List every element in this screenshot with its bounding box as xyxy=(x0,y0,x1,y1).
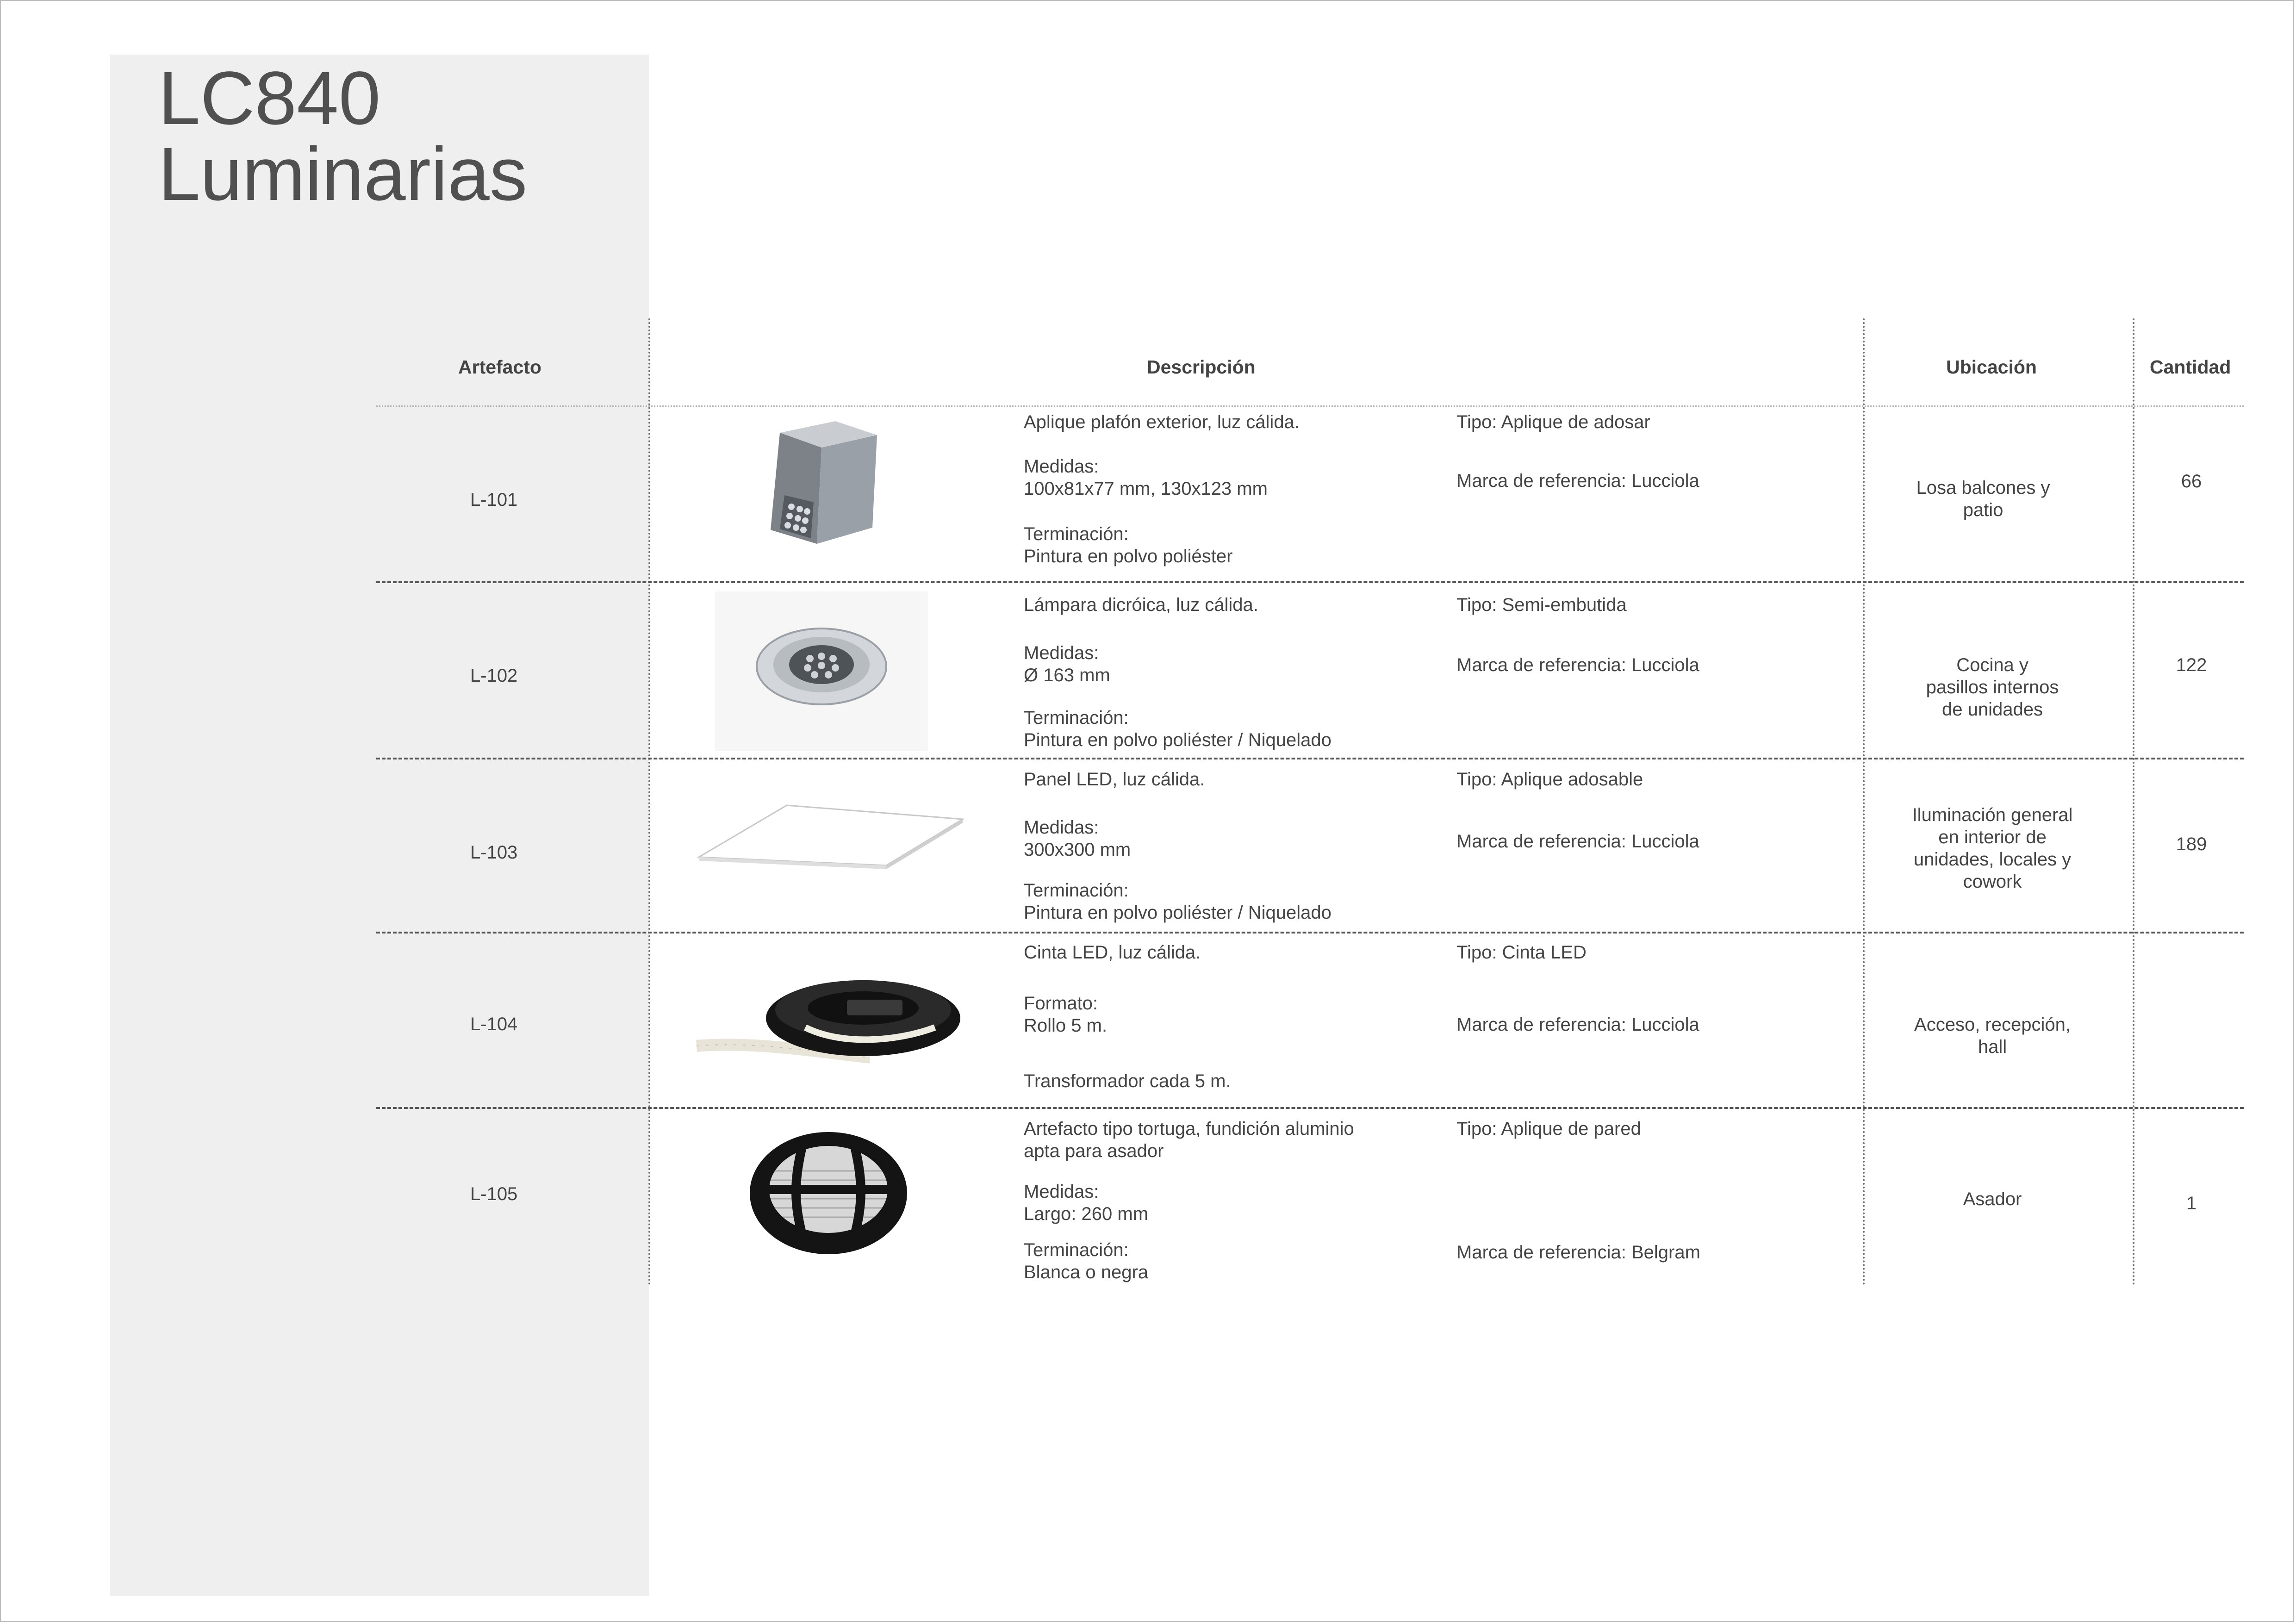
ubicacion-line: en interior de xyxy=(1938,827,2047,847)
measures-label: Medidas: xyxy=(1024,643,1099,663)
artefacto-code: L-102 xyxy=(470,666,518,686)
column-divider xyxy=(648,318,650,1286)
marca-text: Marca de referencia: Lucciola xyxy=(1456,1014,1699,1035)
measures-value: Ø 163 mm xyxy=(1024,665,1110,685)
description-title-cont: apta para asador xyxy=(1024,1141,1164,1161)
ceiling-cube-light-icon xyxy=(759,419,884,548)
measures-label: Medidas: xyxy=(1024,1182,1099,1202)
format-label: Formato: xyxy=(1024,993,1098,1014)
finish-label: Terminación: xyxy=(1024,880,1129,901)
description-block xyxy=(1024,768,1332,924)
header-divider xyxy=(376,405,2244,407)
ubicacion-text xyxy=(1888,1188,2097,1210)
column-divider xyxy=(2133,318,2134,1286)
turtle-wall-light-icon xyxy=(747,1125,919,1263)
description-block xyxy=(1024,411,1300,567)
ubicacion-line: pasillos internos xyxy=(1926,677,2059,697)
description-block xyxy=(1024,594,1332,751)
format-value: Rollo 5 m. xyxy=(1024,1015,1108,1036)
description-title: Aplique plafón exterior, luz cálida. xyxy=(1024,412,1300,432)
header-cantidad: Cantidad xyxy=(2150,356,2231,378)
header-ubicacion: Ubicación xyxy=(1946,356,2037,378)
tipo-text: Tipo: Aplique de pared xyxy=(1456,1119,1641,1139)
header-artefacto: Artefacto xyxy=(458,356,541,378)
ubicacion-line: Iluminación general xyxy=(1912,805,2073,825)
description-title: Panel LED, luz cálida. xyxy=(1024,769,1205,790)
cantidad-value: 66 xyxy=(2181,471,2202,492)
artefacto-code: L-105 xyxy=(470,1184,518,1204)
marca-text: Marca de referencia: Lucciola xyxy=(1456,831,1699,852)
title-line-1: LC840 xyxy=(158,56,381,140)
column-divider xyxy=(1863,318,1865,1286)
description-title: Cinta LED, luz cálida. xyxy=(1024,942,1201,963)
description-title: Lámpara dicróica, luz cálida. xyxy=(1024,595,1258,615)
recessed-dichroic-light-icon xyxy=(715,591,928,751)
measures-value: 100x81x77 mm, 130x123 mm xyxy=(1024,479,1268,499)
ubicacion-text xyxy=(1888,654,2097,721)
finish-label: Terminación: xyxy=(1024,524,1129,544)
ubicacion-line: de unidades xyxy=(1942,699,2043,720)
ubicacion-text xyxy=(1888,804,2097,893)
measures-label: Medidas: xyxy=(1024,817,1099,838)
tipo-text: Tipo: Aplique de adosar xyxy=(1456,412,1650,432)
ubicacion-line: unidades, locales y xyxy=(1913,849,2072,870)
led-panel-icon xyxy=(697,801,967,870)
description-block xyxy=(1024,941,1231,1092)
led-strip-roll-icon xyxy=(694,972,967,1071)
ubicacion-text xyxy=(1888,1014,2097,1058)
cantidad-value: 189 xyxy=(2176,834,2207,854)
title-line-2: Luminarias xyxy=(158,131,528,216)
cantidad-value: 1 xyxy=(2186,1193,2197,1213)
marca-text: Marca de referencia: Lucciola xyxy=(1456,655,1699,675)
finish-value: Pintura en polvo poliéster xyxy=(1024,546,1233,566)
row-divider xyxy=(376,1107,2244,1109)
description-title: Artefacto tipo tortuga, fundición aluminio xyxy=(1024,1119,1354,1139)
finish-value: Blanca o negra xyxy=(1024,1262,1149,1282)
artefacto-code: L-104 xyxy=(470,1014,518,1034)
description-block xyxy=(1024,1118,1354,1283)
marca-text: Marca de referencia: Lucciola xyxy=(1456,471,1699,491)
tipo-text: Tipo: Semi-embutida xyxy=(1456,595,1627,615)
ubicacion-line: cowork xyxy=(1963,871,2022,892)
tipo-text: Tipo: Cinta LED xyxy=(1456,942,1587,963)
artefacto-code: L-103 xyxy=(470,842,518,863)
ubicacion-line: Acceso, recepción, xyxy=(1914,1014,2071,1035)
finish-value: Pintura en polvo poliéster / Niquelado xyxy=(1024,730,1332,750)
finish-label: Terminación: xyxy=(1024,1240,1129,1260)
finish-value: Pintura en polvo poliéster / Niquelado xyxy=(1024,902,1332,923)
measures-value: Largo: 260 mm xyxy=(1024,1204,1149,1224)
sidebar-panel xyxy=(110,55,649,1596)
header-descripcion: Descripción xyxy=(1147,356,1256,378)
cantidad-value: 122 xyxy=(2176,655,2207,675)
measures-value: 300x300 mm xyxy=(1024,840,1131,860)
row-divider xyxy=(376,581,2244,583)
ubicacion-line: Losa balcones y xyxy=(1916,478,2050,498)
ubicacion-line: Asador xyxy=(1963,1189,2022,1209)
ubicacion-line: hall xyxy=(1978,1037,2007,1057)
row-divider xyxy=(376,758,2244,759)
ubicacion-line: patio xyxy=(1963,500,2004,520)
marca-text: Marca de referencia: Belgram xyxy=(1456,1242,1700,1263)
ubicacion-line: Cocina y xyxy=(1956,655,2028,675)
ubicacion-text xyxy=(1879,477,2087,521)
artefacto-code: L-101 xyxy=(470,490,518,510)
page-title xyxy=(158,56,528,216)
tipo-text: Tipo: Aplique adosable xyxy=(1456,769,1643,790)
row-divider xyxy=(376,932,2244,933)
measures-label: Medidas: xyxy=(1024,456,1099,477)
finish-label: Terminación: xyxy=(1024,708,1129,728)
transformer-note: Transformador cada 5 m. xyxy=(1024,1071,1231,1091)
